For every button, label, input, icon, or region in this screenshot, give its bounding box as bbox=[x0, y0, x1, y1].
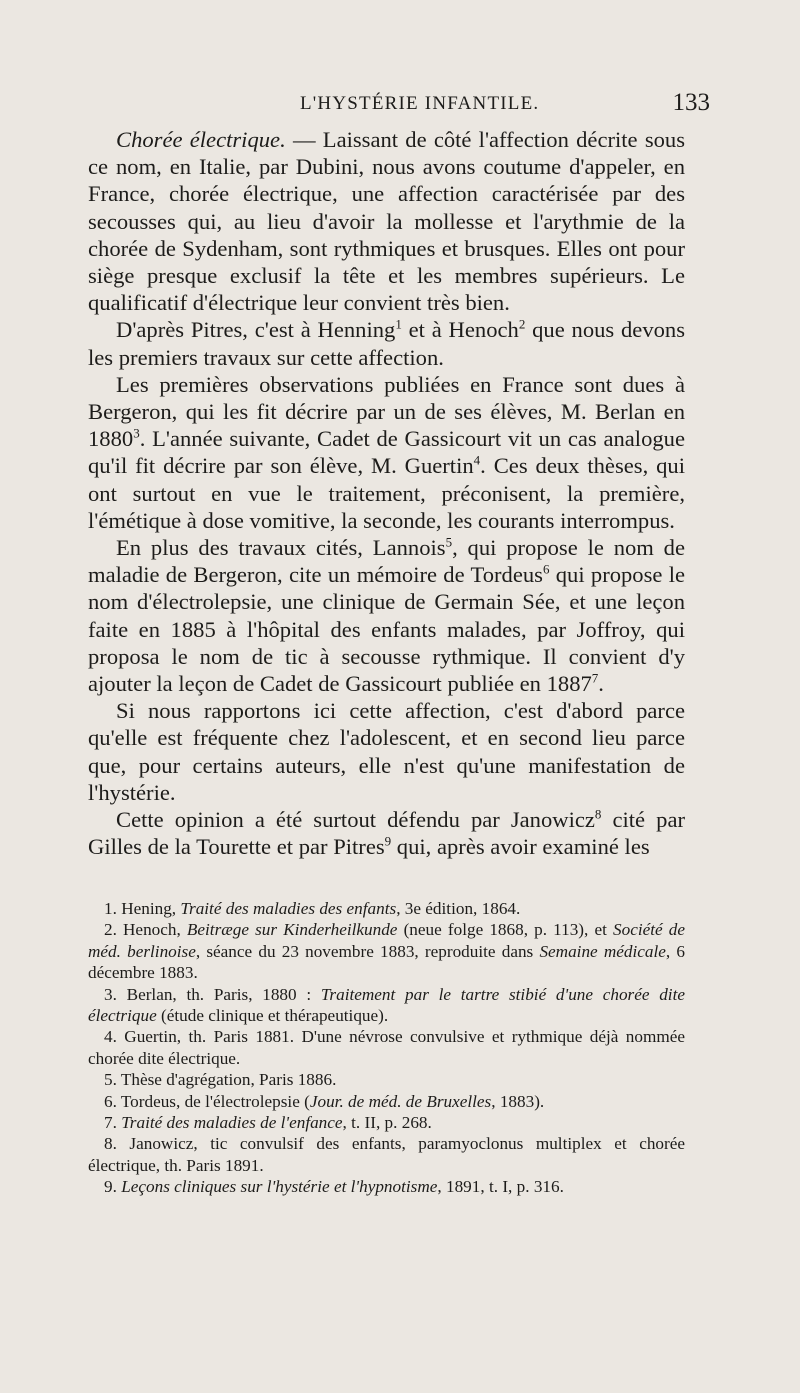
footnote-text: 9. bbox=[104, 1177, 122, 1197]
footnote-text: 7. bbox=[104, 1113, 122, 1133]
footnote-3 bbox=[88, 984, 685, 1027]
paragraph-text: En plus des travaux cités, Lannois bbox=[116, 535, 446, 561]
footnote-ref[interactable]: 1 bbox=[395, 316, 402, 332]
paragraph-text: cité par Gilles de la Tourette et par Pitres bbox=[88, 807, 685, 860]
footnote-6 bbox=[88, 1091, 685, 1112]
paragraph-text: et à Henoch bbox=[401, 317, 519, 343]
footnote-text: 8. Janowicz, tic convulsif des enfants, paramyoclonus multiplex et chorée électrique, th. Paris 1891. bbox=[88, 1134, 685, 1175]
paragraph-text: D'après Pitres, c'est à Henning bbox=[116, 317, 396, 343]
footnote-title: Société de méd. berlinoise bbox=[88, 920, 685, 961]
footnote-ref[interactable]: 9 bbox=[384, 833, 392, 849]
footnote-text: 2. Henoch, bbox=[104, 920, 187, 940]
footnote-title: Traitement par le tartre stibié d'une chorée dite électrique bbox=[88, 984, 685, 1026]
paragraph-travaux bbox=[88, 534, 685, 697]
paragraph-opinion bbox=[88, 806, 685, 860]
footnote-ref[interactable]: 8 bbox=[594, 806, 602, 822]
footnote-1 bbox=[88, 898, 685, 919]
footnote-text: , 1883). bbox=[491, 1091, 545, 1111]
paragraph-text: Les premières observations publiées en France sont dues à Bergeron, qui les fit décrire par un de ses élèves, M. Berlan en 1880 bbox=[88, 371, 685, 452]
footnote-4 bbox=[88, 1026, 685, 1069]
paragraph-text: qui propose le nom d'électrolepsie, une clinique de Germain Sée, et une leçon faite en 1885 à l'hôpital des enfants malades, par Joffroy, qui proposa le nom de tic à secousse rythmique. Il convient d'y ajouter la leçon de Cadet de Gassicourt publiée en 1887 bbox=[88, 562, 686, 697]
paragraph-text: Cette opinion a été surtout défendu par Janowicz bbox=[116, 807, 595, 833]
footnote-ref[interactable]: 2 bbox=[518, 316, 526, 332]
footnote-title: Semaine médicale bbox=[539, 941, 666, 961]
main-text bbox=[88, 126, 685, 860]
paragraph-text: , qui propose le nom de maladie de Bergeron, cite un mémoire de Tordeus bbox=[88, 535, 685, 588]
paragraph-chorea bbox=[88, 126, 685, 316]
footnote-title: Traité des maladies de l'enfance bbox=[121, 1113, 343, 1133]
footnote-8 bbox=[88, 1133, 685, 1176]
footnotes bbox=[88, 898, 685, 1198]
footnote-text: 6. Tordeus, de l'électrolepsie ( bbox=[104, 1091, 310, 1111]
footnote-ref[interactable]: 5 bbox=[445, 534, 453, 550]
footnote-title: Traité des maladies des enfants bbox=[180, 899, 397, 918]
footnote-text: 5. Thèse d'agrégation, Paris 1886. bbox=[104, 1070, 337, 1090]
footnote-title: Leçons cliniques sur l'hystérie et l'hypnotisme bbox=[121, 1177, 438, 1197]
page-header bbox=[0, 89, 800, 123]
footnote-text: , 1891, t. I, p. 316. bbox=[437, 1177, 564, 1197]
footnote-9 bbox=[88, 1176, 685, 1197]
paragraph-text: . L'année suivante, Cadet de Gassicourt vit un cas analogue qu'il fit décrire par son élève, M. Guertin bbox=[88, 426, 685, 479]
paragraph-rapport bbox=[88, 697, 685, 806]
paragraph-text: que nous devons les premiers travaux sur cette affection. bbox=[88, 317, 685, 370]
paragraph-text: Si nous rapportons ici cette affection, c'est d'abord parce qu'elle est fréquente chez l'adolescent, et en second lieu parce que, pour certains auteurs, elle n'est qu'une manifestation de l'hystérie. bbox=[88, 698, 685, 805]
footnote-text: 3. Berlan, th. Paris, 1880 : bbox=[104, 984, 321, 1004]
footnote-text: (neue folge 1868, p. 113), et bbox=[397, 920, 613, 940]
footnote-text: , séance du 23 novembre 1883, reproduite dans bbox=[195, 941, 540, 961]
footnote-ref[interactable]: 3 bbox=[133, 425, 140, 441]
footnote-title: Beitræge sur Kinderheilkunde bbox=[186, 920, 398, 940]
paragraph-pitres bbox=[88, 316, 685, 370]
footnote-text: 1. Hening, bbox=[104, 899, 181, 918]
footnote-title: Jour. de méd. de Bruxelles bbox=[309, 1091, 492, 1111]
section-lead: Chorée électrique. bbox=[116, 127, 286, 152]
paragraph-observations bbox=[88, 371, 685, 534]
running-title: L'HYSTÉRIE INFANTILE. bbox=[300, 93, 540, 114]
footnote-2 bbox=[88, 919, 685, 983]
footnote-ref[interactable]: 6 bbox=[542, 561, 550, 577]
paragraph-text: . Ces deux thèses, qui ont surtout en vue le traitement, préconisent, la première, l'émétique à dose vomitive, la seconde, les courants interrompus. bbox=[88, 453, 685, 533]
page-number: 133 bbox=[672, 89, 710, 116]
footnote-ref[interactable]: 7 bbox=[591, 670, 599, 686]
footnote-7 bbox=[88, 1112, 685, 1133]
paragraph-text: — Laissant de côté l'affection décrite sous ce nom, en Italie, par Dubini, nous avons coutume d'appeler, en France, chorée électrique, une affection caractérisée par des secousses qui, au lieu d'avoir la mollesse et l'arythmie de la chorée de Sydenham, sont rythmiques et brusques. Elles ont pour siège presque exclusif la tête et les membres supérieurs. Le qualificatif d'électrique leur convient très bien. bbox=[88, 127, 685, 316]
footnote-5 bbox=[88, 1069, 685, 1090]
footnote-ref[interactable]: 4 bbox=[473, 452, 481, 468]
footnote-text: , t. II, p. 268. bbox=[342, 1113, 432, 1133]
footnote-text: , 3e édition, 1864. bbox=[396, 899, 521, 918]
paragraph-text: qui, après avoir examiné les bbox=[391, 834, 650, 860]
footnote-text: 4. Guertin, th. Paris 1881. D'une névrose convulsive et rythmique déjà nommée chorée dite électrique. bbox=[88, 1027, 685, 1068]
footnote-text: (étude clinique et thérapeutique). bbox=[156, 1006, 389, 1026]
paragraph-text: . bbox=[598, 671, 604, 697]
footnote-text: , 6 décembre 1883. bbox=[88, 941, 685, 983]
